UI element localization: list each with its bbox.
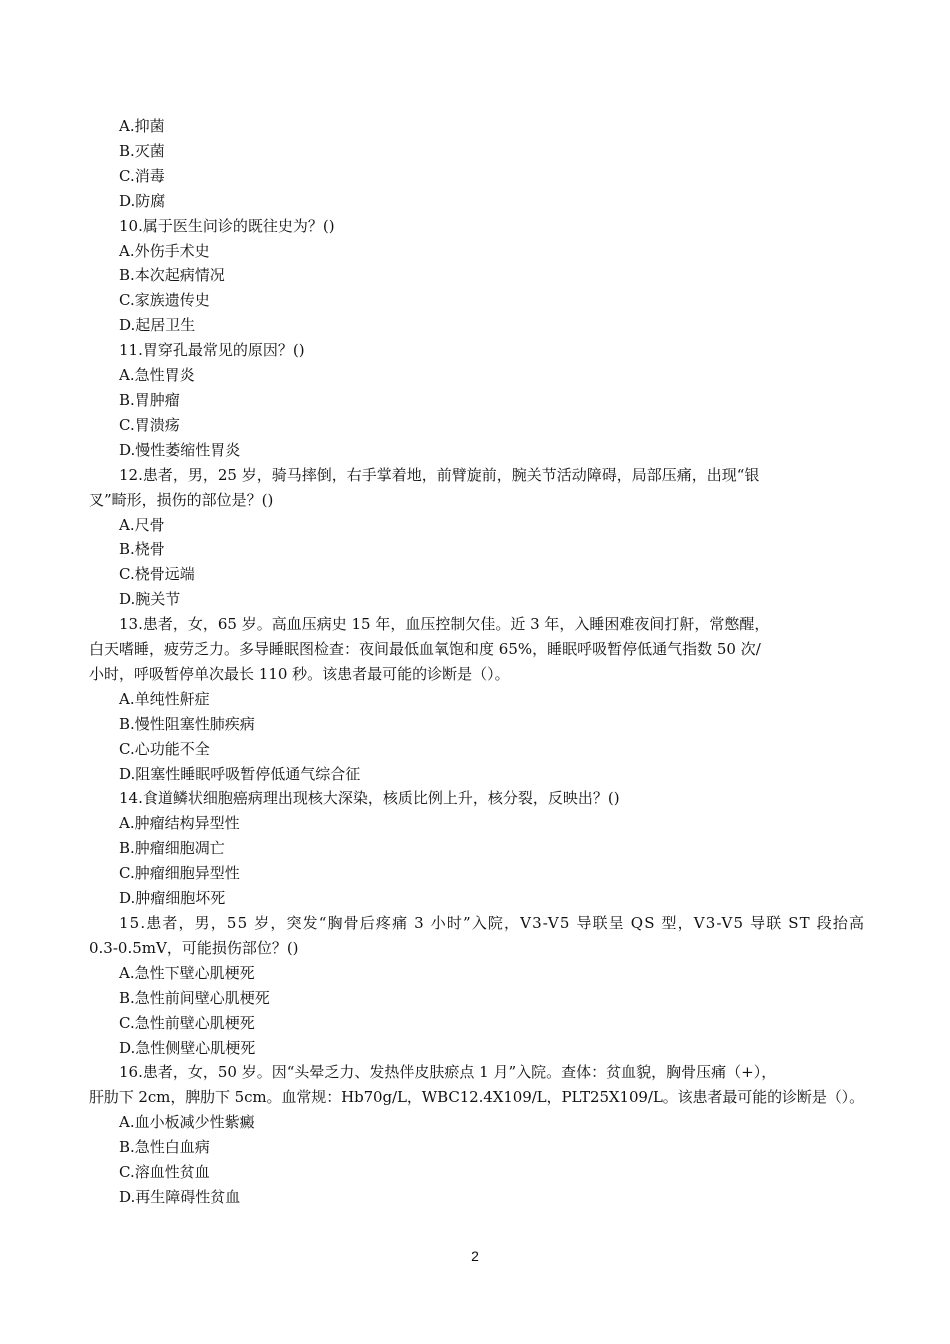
option-q9-c: C.消毒 (119, 166, 165, 185)
question-15-stem-line-2: 0.3-0.5mV，可能损伤部位？() (89, 938, 299, 957)
option-q12-b: B.桡骨 (119, 540, 165, 559)
option-q16-a: A.血小板减少性紫癜 (119, 1113, 255, 1132)
option-q14-b: B.肿瘤细胞凋亡 (119, 839, 225, 858)
option-q10-c: C.家族遗传史 (119, 291, 210, 310)
option-q16-b: B.急性白血病 (119, 1138, 210, 1157)
question-12-stem-line-1: 12.患者，男，25 岁，骑马摔倒，右手掌着地，前臂旋前，腕关节活动障碍，局部压痛，出现“银 (119, 465, 760, 484)
question-13-stem-line-1: 13.患者，女，65 岁。高血压病史 15 年，血压控制欠佳。近 3 年，入睡困难夜间打鼾，常憋醒， (119, 615, 770, 634)
question-16-stem-line-1: 16.患者，女，50 岁。因“头晕乏力、发热伴皮肤瘀点 1 月”入院。查体：贫血貌，胸骨压痛（+）， (119, 1063, 777, 1082)
option-q10-a: A.外伤手术史 (119, 241, 210, 260)
option-q13-a: A.单纯性鼾症 (119, 689, 210, 708)
option-q16-d: D.再生障碍性贫血 (119, 1187, 241, 1206)
option-q14-a: A.肿瘤结构异型性 (119, 814, 240, 833)
question-13-stem-line-3: 小时，呼吸暂停单次最长 110 秒。该患者最可能的诊断是（）。 (89, 664, 510, 683)
option-q12-a: A.尺骨 (119, 515, 165, 534)
page-number: 2 (471, 1248, 479, 1264)
option-q11-d: D.慢性萎缩性胃炎 (119, 440, 241, 459)
option-q11-b: B.胃肿瘤 (119, 390, 180, 409)
option-q15-d: D.急性侧壁心肌梗死 (119, 1038, 256, 1057)
option-q9-b: B.灭菌 (119, 141, 165, 160)
question-16-stem-line-2: 肝肋下 2cm，脾肋下 5cm。血常规：Hb70g/L，WBC12.4X109/L，PLT25X109/L。该患者最可能的诊断是（）。 (89, 1088, 864, 1107)
option-q13-d: D.阻塞性睡眠呼吸暂停低通气综合征 (119, 764, 361, 783)
option-q10-b: B.本次起病情况 (119, 266, 225, 285)
option-q15-b: B.急性前间壁心肌梗死 (119, 988, 270, 1007)
option-q15-c: C.急性前壁心肌梗死 (119, 1013, 255, 1032)
question-10-stem: 10.属于医生问诊的既往史为？() (119, 216, 335, 235)
question-content (89, 114, 864, 1210)
option-q16-c: C.溶血性贫血 (119, 1163, 210, 1182)
option-q10-d: D.起居卫生 (119, 316, 196, 335)
question-11-stem: 11.胃穿孔最常见的原因？() (119, 341, 305, 360)
option-q14-c: C.肿瘤细胞异型性 (119, 864, 240, 883)
option-q12-d: D.腕关节 (119, 590, 181, 609)
option-q12-c: C.桡骨远端 (119, 565, 195, 584)
option-q13-b: B.慢性阻塞性肺疾病 (119, 714, 255, 733)
option-q13-c: C.心功能不全 (119, 739, 210, 758)
option-q15-a: A.急性下壁心肌梗死 (119, 963, 255, 982)
question-14-stem: 14.食道鳞状细胞癌病理出现核大深染，核质比例上升，核分裂，反映出？() (119, 789, 620, 808)
option-q14-d: D.肿瘤细胞坏死 (119, 889, 226, 908)
question-13-stem-line-2: 白天嗜睡，疲劳乏力。多导睡眠图检查：夜间最低血氧饱和度 65%，睡眠呼吸暂停低通气指数 50 次/ (89, 640, 761, 659)
question-15-stem-line-1: 15.患者，男，55 岁，突发“胸骨后疼痛 3 小时”入院，V3-V5 导联呈 QS 型，V3-V5 导联 ST 段抬高 (119, 914, 866, 932)
option-q11-c: C.胃溃疡 (119, 415, 180, 434)
option-q9-a: A.抑菌 (119, 117, 165, 135)
option-q9-d: D.防腐 (119, 191, 166, 210)
question-12-stem-line-2: 叉”畸形，损伤的部位是？() (89, 490, 274, 509)
option-q11-a: A.急性胃炎 (119, 366, 195, 385)
